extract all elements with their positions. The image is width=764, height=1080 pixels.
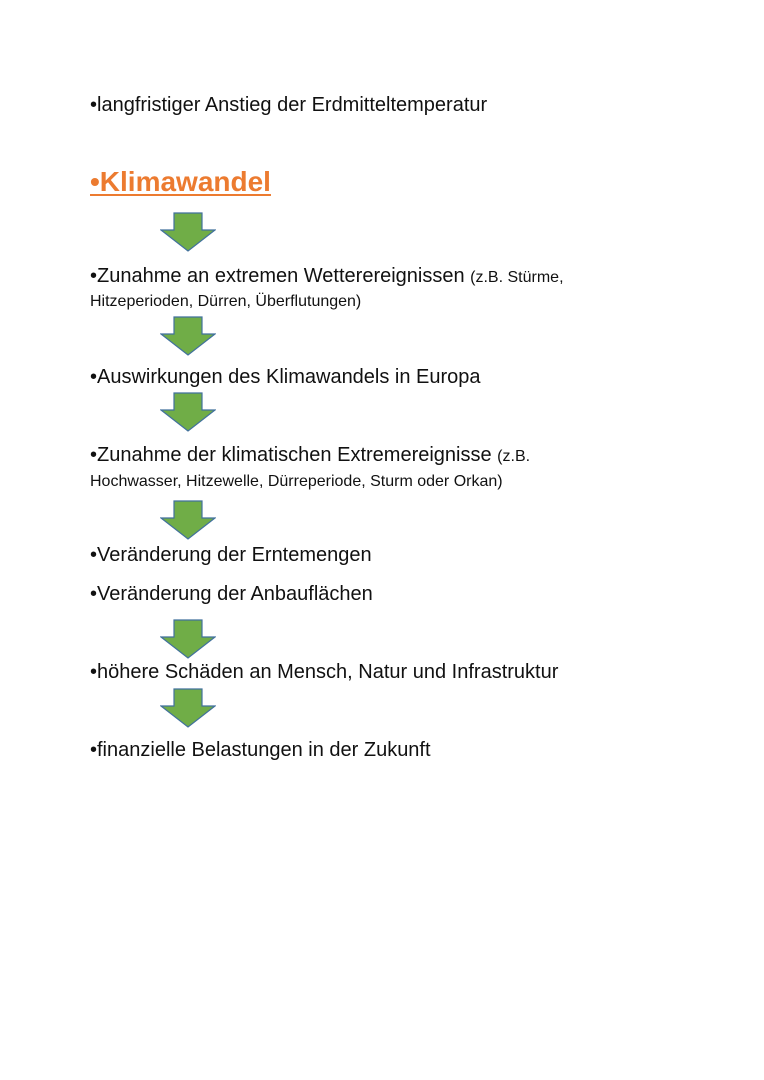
line-temperature: •langfristiger Anstieg der Erdmitteltemperatur	[90, 94, 488, 116]
arrow-down-icon	[160, 212, 216, 252]
arrow-down-icon	[160, 316, 216, 356]
arrow-down-icon	[160, 688, 216, 728]
line-financial-burden: •finanzielle Belastungen in der Zukunft	[90, 739, 431, 761]
line-harvest: •Veränderung der Erntemengen	[90, 544, 372, 566]
line-climatic-extremes	[90, 443, 530, 469]
line-europe-impact: •Auswirkungen des Klimawandels in Europa	[90, 366, 481, 388]
arrow-down-icon	[160, 619, 216, 659]
line-weather-extremes	[90, 264, 564, 290]
line-weather-extremes-cont: Hitzeperioden, Dürren, Überflutungen)	[90, 293, 362, 310]
heading-klimawandel: •Klimawandel	[90, 166, 271, 197]
line-damages: •höhere Schäden an Mensch, Natur und Infrastruktur	[90, 661, 559, 683]
line-cultivation-area: •Veränderung der Anbauflächen	[90, 583, 373, 605]
line-weather-extremes-note: (z.B. Stürme,	[470, 269, 564, 286]
line-weather-extremes-text: •Zunahme an extremen Wetterereignissen	[90, 265, 471, 287]
arrow-down-icon	[160, 500, 216, 540]
line-climatic-extremes-note: (z.B.	[497, 448, 531, 465]
arrow-down-icon	[160, 392, 216, 432]
line-climatic-extremes-cont: Hochwasser, Hitzewelle, Dürreperiode, Sturm oder Orkan)	[90, 473, 503, 490]
line-climatic-extremes-text: •Zunahme der klimatischen Extremereignisse	[90, 444, 498, 466]
